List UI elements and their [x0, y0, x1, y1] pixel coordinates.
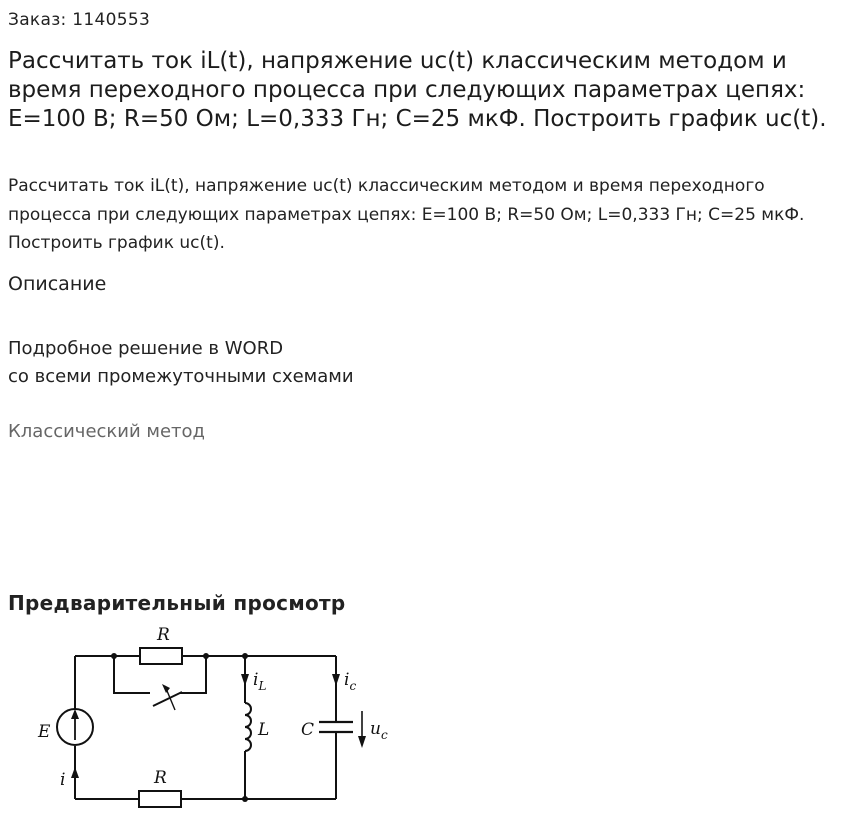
label-source-current: i [60, 770, 66, 790]
label-r-top: R [157, 625, 170, 645]
junction-dot [242, 796, 248, 802]
voltage-arrowhead [358, 736, 366, 748]
label-inductor-current: $i_L$ [253, 670, 267, 693]
junction-dot [203, 653, 209, 659]
label-capacitor-current: $i_c$ [344, 670, 357, 693]
label-capacitor: C [301, 720, 315, 740]
label-capacitor-voltage: $u_c$ [370, 719, 388, 742]
source-current-arrowhead [71, 767, 79, 778]
inductor-current-arrowhead [241, 674, 249, 686]
description-body [8, 335, 354, 391]
resistor-top [140, 648, 182, 664]
switch-blade [153, 692, 182, 706]
junction-dot [111, 653, 117, 659]
description-line-1: Подробное решение в WORD [8, 338, 284, 359]
order-label: Заказ: [8, 10, 67, 30]
inductor-coil [245, 703, 251, 751]
order-number [8, 10, 150, 30]
preview-heading: Предварительный просмотр [8, 591, 346, 615]
task-text: Рассчитать ток iL(t), напряжение uc(t) классическим методом и время переходного процесса при следующих параметрах цепях: E=100 В; R=50 Ом; L=0,333 Гн; С=25 мкФ. Построить график uc(t). [8, 176, 805, 253]
order-value: 1140553 [72, 10, 151, 30]
switch-wire-right [180, 656, 206, 693]
label-source: E [38, 722, 51, 742]
page-title: Рассчитать ток iL(t), напряжение uc(t) классическим методом и время переходного процесса при следующих параметрах цепях: E=100 В; R=50 Ом; L=0,333 Гн; С=25 мкФ. Построить график uc(t). [8, 48, 827, 132]
resistor-bottom [139, 791, 181, 807]
label-inductor: L [258, 720, 270, 740]
method-label: Классический метод [8, 421, 205, 442]
circuit-diagram [0, 618, 420, 823]
switch-arrowhead [162, 684, 170, 693]
label-r-bottom: R [154, 768, 167, 788]
description-heading: Описание [8, 273, 107, 295]
junction-dot [242, 653, 248, 659]
description-line-2: со всеми промежуточными схемами [8, 366, 354, 387]
capacitor-current-arrowhead [332, 674, 340, 686]
